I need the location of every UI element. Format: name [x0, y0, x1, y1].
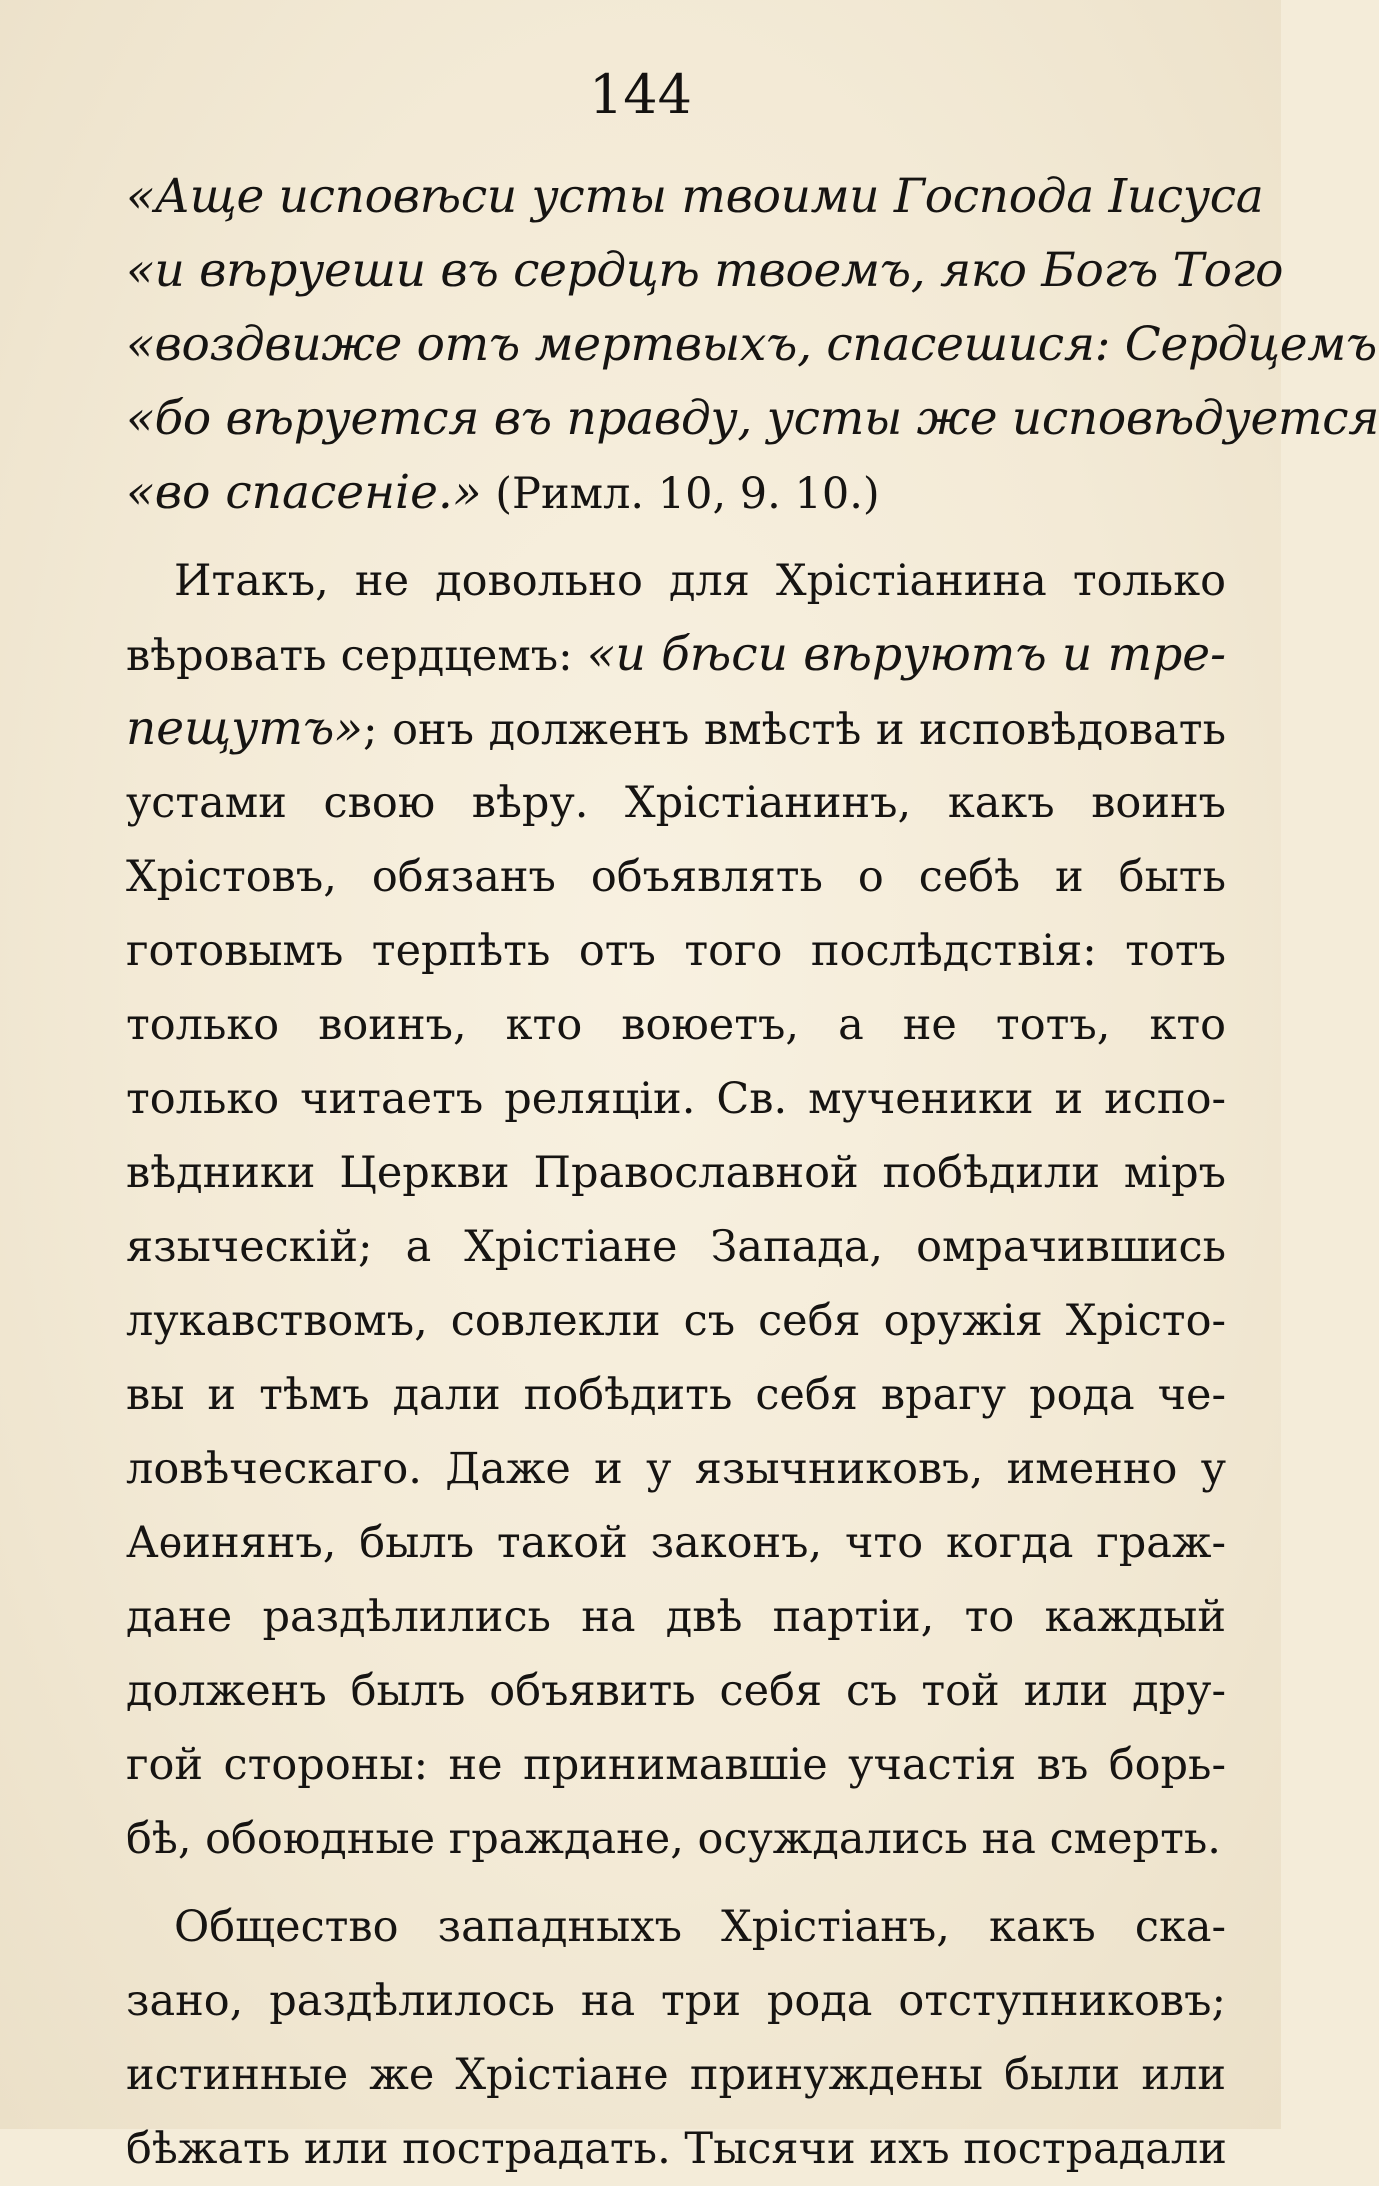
quote-line: «и вѣруеши въ сердцѣ твоемъ, яко Богъ Того	[126, 243, 1284, 298]
paragraph-gap	[126, 1876, 1226, 1890]
scripture-quote	[126, 160, 1379, 530]
paragraph	[126, 1890, 1226, 2186]
paragraph-line: Аѳинянъ, былъ такой законъ, что когда граж-	[126, 1518, 1226, 1568]
quote-line: «бо вѣруется въ правду, усты же исповѣдуется	[126, 391, 1379, 446]
quote-last-line	[126, 456, 1226, 530]
paragraph-line: ловѣческаго. Даже и у язычниковъ, именно у	[126, 1444, 1226, 1494]
paragraph-line: только читаетъ реляціи. Св. мученики и испо-	[126, 1074, 1226, 1124]
inline-quote: «и бѣси вѣруютъ и тре-	[586, 627, 1226, 682]
paragraph-line: вы и тѣмъ дали побѣдить себя врагу рода че-	[126, 1370, 1226, 1420]
paragraph-line: готовымъ терпѣть отъ того послѣдствія: тотъ	[126, 926, 1226, 976]
paragraph-line: гой стороны: не принимавшіе участія въ борь-	[126, 1740, 1226, 1790]
page-number: 144	[588, 63, 693, 126]
paragraph-last-line: бѣ, обоюдные граждане, осуждались на смерть.	[126, 1814, 1221, 1864]
paragraph-line: дане раздѣлились на двѣ партіи, то каждый	[126, 1592, 1226, 1642]
paragraph-gap	[126, 530, 1226, 544]
paragraph-line-text: Итакъ, не довольно для Хрістіанина только	[174, 556, 1226, 606]
quote-line: «Аще исповѣси усты твоими Господа Іисуса	[126, 169, 1264, 224]
paragraph-line: бѣжать или пострадать. Тысячи ихъ пострадали	[126, 2124, 1227, 2174]
paragraph-line-text: ; онъ долженъ вмѣстѣ и исповѣдовать	[363, 705, 1226, 755]
inline-quote: пещутъ»	[126, 701, 364, 756]
paragraph-line: устами свою вѣру. Хрістіанинъ, какъ воинъ	[126, 778, 1226, 828]
paragraph-line	[126, 544, 1226, 618]
paragraph-line: только воинъ, кто воюетъ, а не тотъ, кто	[126, 1000, 1226, 1050]
paragraph	[126, 544, 1226, 1876]
quote-last-italic: «во спасеніе.»	[126, 465, 482, 520]
paragraph-line-text: вѣровать сердцемъ:	[126, 631, 587, 681]
quote-line: «воздвиже отъ мертвыхъ, спасешися: Сердцемъ	[126, 317, 1377, 372]
paragraph-line: вѣдники Церкви Православной побѣдили міръ	[126, 1148, 1226, 1198]
paragraph-line	[126, 692, 1226, 766]
quote-reference: (Римл. 10, 9. 10.)	[481, 469, 880, 519]
paragraph-line: Хрістовъ, обязанъ объявлять о себѣ и быть	[126, 852, 1226, 902]
paragraph-line: лукавствомъ, совлекли съ себя оружія Хрісто-	[126, 1296, 1226, 1346]
paragraph-line-text: Общество западныхъ Хрістіанъ, какъ ска-	[174, 1902, 1226, 1952]
paragraph-line: зано, раздѣлилось на три рода отступниковъ;	[126, 1976, 1226, 2026]
paragraph-line: истинные же Хрістіане принуждены были или	[126, 2050, 1226, 2100]
paragraph-line	[126, 618, 1226, 692]
text-block	[126, 160, 1379, 2186]
paragraph-line: языческій; а Хрістіане Запада, омрачившись	[126, 1222, 1226, 1272]
paragraph-line	[126, 1890, 1226, 1964]
paragraph-line: долженъ былъ объявить себя съ той или дру-	[126, 1666, 1226, 1716]
